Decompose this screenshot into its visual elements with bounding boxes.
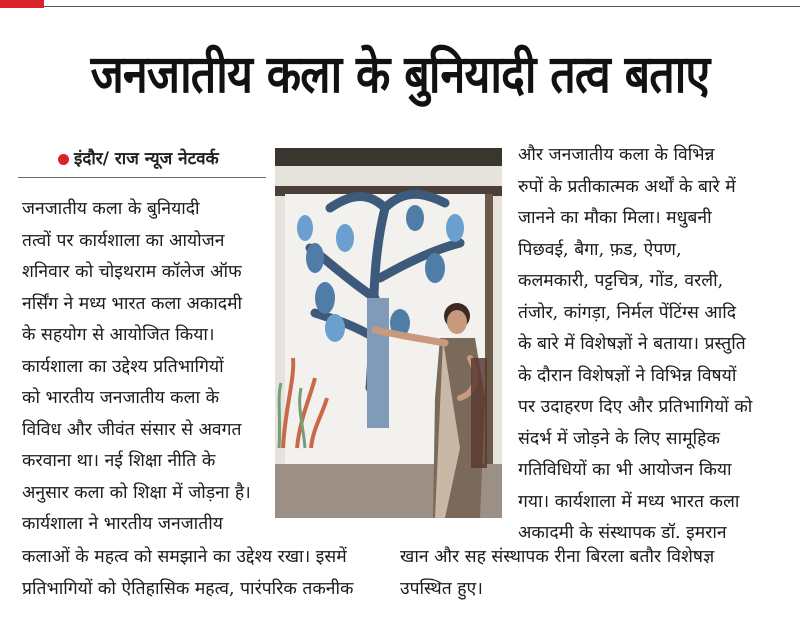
text-line: को भारतीय जनजातीय कला के xyxy=(22,388,220,408)
bottom-left-text xyxy=(22,542,382,605)
text-line: तत्वों पर कार्यशाला का आयोजन xyxy=(22,230,225,251)
text-line: खान और सह संस्थापक रीना बिरला बतौर विशेषज्ञ xyxy=(400,547,715,567)
text-line: नर्सिंग ने मध्य भारत कला अकादमी xyxy=(22,293,243,314)
text-line: के दौरान विशेषज्ञों ने विभिन्न विषयों xyxy=(518,365,737,386)
text-line: तंजोर, कांगड़ा, निर्मल पेंटिंग्स आदि xyxy=(518,302,737,323)
text-line: अनुसार कला को शिक्षा में जोड़ना है। xyxy=(22,482,251,503)
top-rule xyxy=(0,0,800,8)
text-line: शनिवार को चोइथराम कॉलेज ऑफ xyxy=(22,262,242,282)
text-line: संदर्भ में जोड़ने के लिए सामूहिक xyxy=(518,428,720,449)
article-photo xyxy=(275,148,502,518)
headline: जनजातीय कला के बुनियादी तत्व बताए xyxy=(90,45,710,105)
text-line: कार्यशाला का उद्देश्य प्रतिभागियों xyxy=(22,356,224,377)
text-line: पर उदाहरण दिए और प्रतिभागियों को xyxy=(518,397,753,417)
text-line: पिछवई, बैगा, फ़ड, ऐपण, xyxy=(518,239,682,260)
text-line: प्रतिभागियों को ऐतिहासिक महत्व, पारंपरिक तकनीक xyxy=(22,578,354,599)
bottom-right-text xyxy=(400,542,776,605)
text-line: कलाओं के महत्व को समझाने का उद्देश्य रखा। इसमें xyxy=(22,547,347,567)
text-line: जनजातीय कला के बुनियादी xyxy=(22,199,200,219)
section-marker xyxy=(0,0,44,8)
column-right xyxy=(518,140,776,550)
text-line: गतिविधियों का भी आयोजन किया xyxy=(518,460,732,480)
text-line: जानने का मौका मिला। मधुबनी xyxy=(518,208,712,228)
text-line: करवाना था। नई शिक्षा नीति के xyxy=(22,451,216,471)
byline-text: इंदौर/ राज न्यूज नेटवर्क xyxy=(74,149,219,169)
text-line: गया। कार्यशाला में मध्य भारत कला xyxy=(518,491,740,512)
byline xyxy=(58,146,219,169)
text-line: कार्यशाला ने भारतीय जनजातीय xyxy=(22,514,223,534)
workshop-photo-illustration xyxy=(275,148,502,518)
text-line: कलमकारी, पट्टचित्र, गोंड, वरली, xyxy=(518,271,724,291)
byline-divider xyxy=(18,177,266,178)
text-line: रुपों के प्रतीकात्मक अर्थों के बारे में xyxy=(518,176,736,197)
column-left xyxy=(22,194,260,541)
text-line: और जनजातीय कला के विभिन्न xyxy=(518,145,715,165)
text-line: अकादमी के संस्थापक डॉ. इमरान xyxy=(518,523,727,543)
text-line: विविध और जीवंत संसार से अवगत xyxy=(22,419,242,440)
text-line: उपस्थित हुए। xyxy=(400,578,483,599)
text-line: के सहयोग से आयोजित किया। xyxy=(22,325,215,345)
text-line: के बारे में विशेषज्ञों ने बताया। प्रस्तुति xyxy=(518,334,746,354)
bullet-icon xyxy=(58,154,69,165)
